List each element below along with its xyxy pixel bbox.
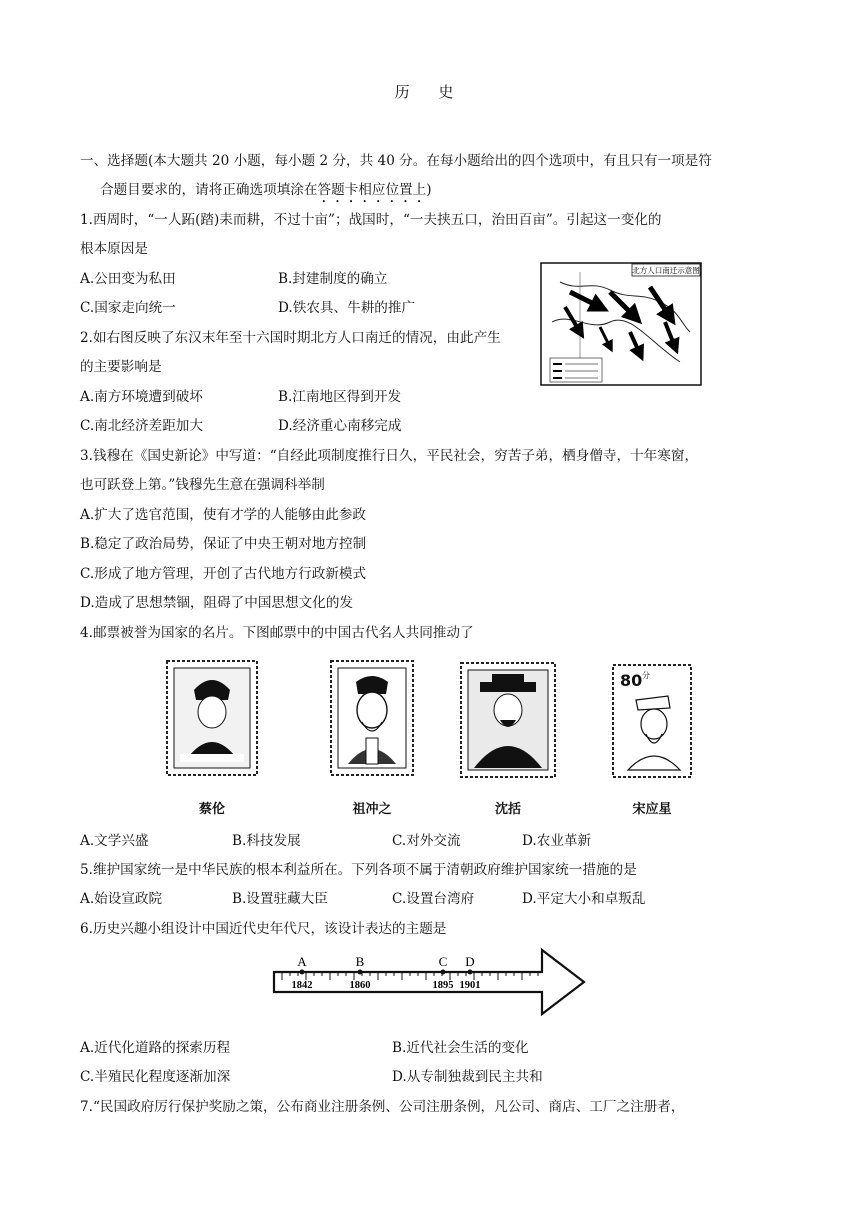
- section-heading-line1: 一、选择题(本大题共 20 小题，每小题 2 分，共 40 分。在每小题给出的四个选项中，有且只有一项是符: [80, 153, 712, 169]
- q6-option-a: A.近代化道路的探索历程: [80, 1040, 231, 1056]
- q4-option-c: C.对外交流: [392, 833, 461, 849]
- stamp-caption-3: 沈括: [494, 802, 521, 817]
- timeline-year: 1901: [459, 980, 481, 991]
- q3-option-b: B.稳定了政治局势，保证了中央王朝对地方控制: [80, 536, 367, 552]
- q6-option-d: D.从专制独裁到民主共和: [392, 1069, 543, 1085]
- timeline-letter: D: [465, 954, 475, 969]
- stamp-value: 80: [620, 671, 643, 690]
- q2-stem-line1: 2.如右图反映了东汉末年至十六国时期北方人口南迁的情况，由此产生: [80, 330, 501, 346]
- timeline-year: 1895: [432, 980, 454, 991]
- q1-option-b: B.封建制度的确立: [278, 271, 388, 287]
- timeline-point-d: [468, 970, 473, 975]
- stamp-caption-2: 祖冲之: [352, 802, 392, 817]
- section-heading-emphasis: 答题卡相应位置上: [317, 182, 427, 198]
- q4-option-b: B.科技发展: [232, 833, 301, 849]
- q1-option-a: A.公田变为私田: [80, 271, 176, 287]
- stamp-song-yingxing: [612, 664, 692, 778]
- stamp-cai-lun: [166, 660, 258, 776]
- section-heading-line2: [100, 181, 432, 206]
- q3-stem-line2: 也可跃登上第。”钱穆先生意在强调科举制: [80, 477, 325, 493]
- q5-option-b: B.设置驻藏大臣: [232, 891, 328, 907]
- q5-option-d: D.平定大小和卓叛乱: [522, 891, 646, 907]
- q6-stem: 6.历史兴趣小组设计中国近代史年代尺，该设计表达的主题是: [80, 921, 447, 937]
- section-heading-close: ): [426, 182, 432, 198]
- q2-stem-line2: 的主要影响是: [80, 359, 162, 375]
- timeline-ruler-drawing: [270, 944, 590, 1020]
- section-heading-text: 合题目要求的，请将正确选项填涂在: [100, 182, 318, 198]
- q1-option-c: C.国家走向统一: [80, 300, 176, 316]
- q1-stem-line1: 1.西周时，“一人跖(踏)耒而耕，不过十亩”；战国时，“一夫挟五口，治田百亩”。引起这一变化的: [80, 212, 662, 228]
- q3-stem-line1: 3.钱穆在《国史新论》中写道：“自经此项制度推行日久，平民社会，穷苦子弟，栖身僧寺，十年寒窗，: [80, 448, 699, 464]
- q1-option-d: D.铁农具、牛耕的推广: [278, 300, 416, 316]
- timeline-year: 1860: [349, 980, 371, 991]
- q7-stem-line1: 7.“民国政府厉行保护奖励之策，公布商业注册条例、公司注册条例，凡公司、商店、工厂之注册者，: [80, 1099, 685, 1115]
- timeline-point-c: [441, 970, 446, 975]
- q5-stem: 5.维护国家统一是中华民族的根本利益所在。下列各项不属于清朝政府维护国家统一措施的是: [80, 862, 637, 878]
- q5-option-c: C.设置台湾府: [392, 891, 475, 907]
- q2-option-d: D.经济重心南移完成: [278, 418, 402, 434]
- q3-option-a: A.扩大了选官范围，使有才学的人能够由此参政: [80, 507, 367, 523]
- stamp-zu-chongzhi: [330, 660, 414, 776]
- q4-stem: 4.邮票被誉为国家的名片。下图邮票中的中国古代名人共同推动了: [80, 625, 474, 641]
- q2-option-c: C.南北经济差距加大: [80, 418, 203, 434]
- stamp-shen-kuo: [460, 662, 556, 778]
- page-title: 历 史: [394, 83, 466, 101]
- timeline-letter: A: [297, 954, 307, 969]
- migration-map-drawing: [540, 262, 702, 386]
- q1-stem-line2: 根本原因是: [80, 241, 148, 257]
- q3-option-d: D.造成了思想禁锢，阻碍了中国思想文化的发: [80, 595, 354, 611]
- q4-option-a: A.文学兴盛: [80, 833, 149, 849]
- stamp-value-unit: 分: [642, 671, 650, 680]
- q5-option-a: A.始设宣政院: [80, 891, 163, 907]
- migration-map: [540, 262, 702, 386]
- map-title: 北方人口南迁示意图: [632, 266, 700, 275]
- timeline-ruler: [270, 944, 590, 1020]
- timeline-letter: C: [438, 954, 448, 969]
- stamp-caption-1: 蔡伦: [198, 802, 225, 817]
- q2-option-a: A.南方环境遭到破坏: [80, 389, 203, 405]
- timeline-point-b: [358, 970, 363, 975]
- stamp-caption-4: 宋应星: [632, 802, 672, 817]
- q6-option-c: C.半殖民化程度逐渐加深: [80, 1069, 231, 1085]
- timeline-point-a: [300, 970, 305, 975]
- q4-option-d: D.农业革新: [522, 833, 592, 849]
- timeline-letter: B: [355, 954, 365, 969]
- timeline-year: 1842: [291, 980, 313, 991]
- q3-option-c: C.形成了地方管理，开创了古代地方行政新模式: [80, 566, 367, 582]
- q6-option-b: B.近代社会生活的变化: [392, 1040, 529, 1056]
- q2-option-b: B.江南地区得到开发: [278, 389, 402, 405]
